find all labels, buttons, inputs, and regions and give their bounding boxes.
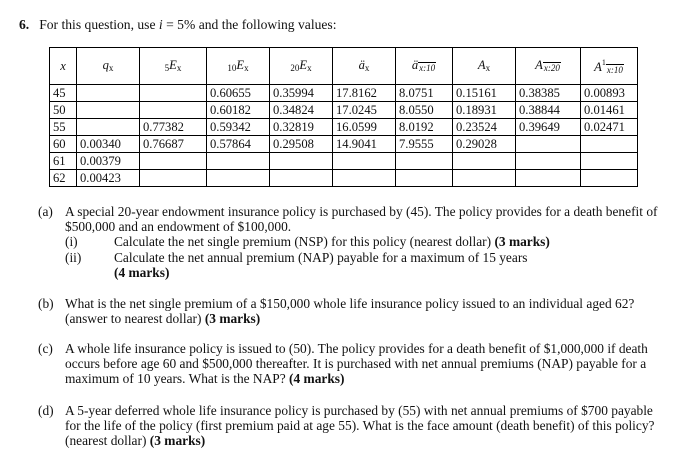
table-cell (77, 119, 140, 136)
table-cell: 0.35994 (270, 85, 333, 102)
table-cell (581, 170, 638, 187)
table-cell: 0.15161 (453, 85, 516, 102)
part-a-label: (a) (38, 204, 53, 219)
table-cell: 8.0192 (396, 119, 453, 136)
table-cell (77, 102, 140, 119)
table-cell (396, 153, 453, 170)
part-a-i-marks: (3 marks) (494, 234, 550, 250)
table-row (50, 153, 638, 170)
table-cell: 0.34824 (270, 102, 333, 119)
table-row (50, 136, 638, 153)
part-d-text: A 5-year deferred whole life insurance policy is purchased by (55) with net annual premiums of $700 payable for the life of the policy (first premium paid at age 55). What is the face amount (death benefit) of this policy? (nearest dollar) (65, 403, 655, 449)
table-body (50, 85, 638, 187)
table-cell (270, 170, 333, 187)
table-cell (140, 102, 207, 119)
table-cell: 0.60655 (207, 85, 270, 102)
part-d (38, 403, 658, 449)
table-cell (333, 153, 396, 170)
table-cell: 7.9555 (396, 136, 453, 153)
table-cell (581, 153, 638, 170)
table-cell (270, 153, 333, 170)
table-cell: 8.0550 (396, 102, 453, 119)
part-b-marks: (3 marks) (204, 311, 261, 327)
table-cell: 45 (50, 85, 77, 102)
header-annuity-due: $ä_x$ (333, 48, 396, 85)
table-cell: 55 (50, 119, 77, 136)
header-temp-annuity-due: $ä_{x:10}$ (396, 48, 453, 85)
table-cell: 0.77382 (140, 119, 207, 136)
table-cell: 0.59342 (207, 119, 270, 136)
table-cell: 0.00340 (77, 136, 140, 153)
header-ax: $A_x$ (453, 48, 516, 85)
table-cell (140, 85, 207, 102)
table-cell (333, 170, 396, 187)
part-a-i (65, 234, 658, 249)
question-number: 6. (19, 17, 30, 32)
header-x: x (50, 48, 77, 85)
table-cell: 0.01461 (581, 102, 638, 119)
table-cell (453, 153, 516, 170)
table-row (50, 170, 638, 187)
part-c-label: (c) (38, 341, 53, 356)
table-cell (77, 85, 140, 102)
table-cell (396, 170, 453, 187)
table-cell: 0.60182 (207, 102, 270, 119)
table-cell: 0.29508 (270, 136, 333, 153)
header-endowment-ax20: $A_{x:20}$ (516, 48, 581, 85)
part-d-marks: (3 marks) (149, 433, 206, 449)
table-cell (453, 170, 516, 187)
table-cell: 0.32819 (270, 119, 333, 136)
part-a (38, 204, 658, 280)
table-cell: 17.0245 (333, 102, 396, 119)
table-cell: 0.00423 (77, 170, 140, 187)
table-cell: 0.02471 (581, 119, 638, 136)
part-a-i-label: (i) (65, 234, 78, 250)
table-row (50, 102, 638, 119)
actuarial-values-table (49, 47, 638, 187)
table-cell (207, 170, 270, 187)
header-term-ax10: $A^1_{x:10}$ (581, 48, 638, 85)
part-b-label: (b) (38, 296, 54, 311)
table-cell: 17.8162 (333, 85, 396, 102)
table-header-row (50, 48, 638, 85)
part-a-ii-label: (ii) (65, 249, 82, 265)
table-cell (581, 136, 638, 153)
table-cell (516, 170, 581, 187)
table-cell: 0.00379 (77, 153, 140, 170)
table-cell (516, 153, 581, 170)
part-b-text: What is the net single premium of a $150,000 whole life insurance policy issued to an individual aged 62? (answer to nearest dollar) (65, 296, 635, 327)
header-5ex: $5E_x$ (140, 48, 207, 85)
table-cell: 16.0599 (333, 119, 396, 136)
table-row (50, 119, 638, 136)
rate-equation: = 5% and the following values: (166, 17, 337, 32)
part-c-marks: (4 marks) (289, 371, 345, 387)
table-cell: 0.76687 (140, 136, 207, 153)
table-cell: 62 (50, 170, 77, 187)
part-a-text: A special 20-year endowment insurance policy is purchased by (45). The policy provides for a death benefit of $500,000 and an endowment of $100,000. (65, 204, 658, 235)
table-cell (207, 153, 270, 170)
table-cell (140, 170, 207, 187)
part-d-label: (d) (38, 403, 54, 418)
part-a-ii-marks: (4 marks) (114, 264, 170, 280)
table-row (50, 85, 638, 102)
table-cell: 0.18931 (453, 102, 516, 119)
table-cell: 0.29028 (453, 136, 516, 153)
table-cell: 61 (50, 153, 77, 170)
table-cell (516, 136, 581, 153)
table-cell: 60 (50, 136, 77, 153)
header-qx: $q_x$ (77, 48, 140, 85)
header-20ex: $20E_x$ (270, 48, 333, 85)
table-cell: 0.00893 (581, 85, 638, 102)
table-cell: 50 (50, 102, 77, 119)
part-b (38, 296, 658, 326)
table-cell: 0.38385 (516, 85, 581, 102)
rate-variable: i (158, 17, 163, 32)
part-a-ii-text: Calculate the net annual premium (NAP) payable for a maximum of 15 years (114, 249, 528, 265)
table-cell: 0.23524 (453, 119, 516, 136)
intro-prefix: For this question, use (39, 17, 156, 32)
part-a-ii (65, 250, 658, 280)
part-a-i-text: Calculate the net single premium (NSP) for this policy (nearest dollar) (114, 234, 492, 250)
table-cell: 0.39649 (516, 119, 581, 136)
table-cell: 0.57864 (207, 136, 270, 153)
table-cell: 14.9041 (333, 136, 396, 153)
table-cell: 0.38844 (516, 102, 581, 119)
table-cell: 8.0751 (396, 85, 453, 102)
question-heading (19, 17, 337, 33)
table-cell (140, 153, 207, 170)
part-c-text: A whole life insurance policy is issued to (50). The policy provides for a death benefit of $1,000,000 if death occurs before age 60 and $500,000 thereafter. It is purchased with net annual premiums (NAP) payable for a maximum of 10 years. What is the NAP? (65, 341, 648, 387)
header-10ex: $10E_x$ (207, 48, 270, 85)
part-c (38, 341, 658, 387)
